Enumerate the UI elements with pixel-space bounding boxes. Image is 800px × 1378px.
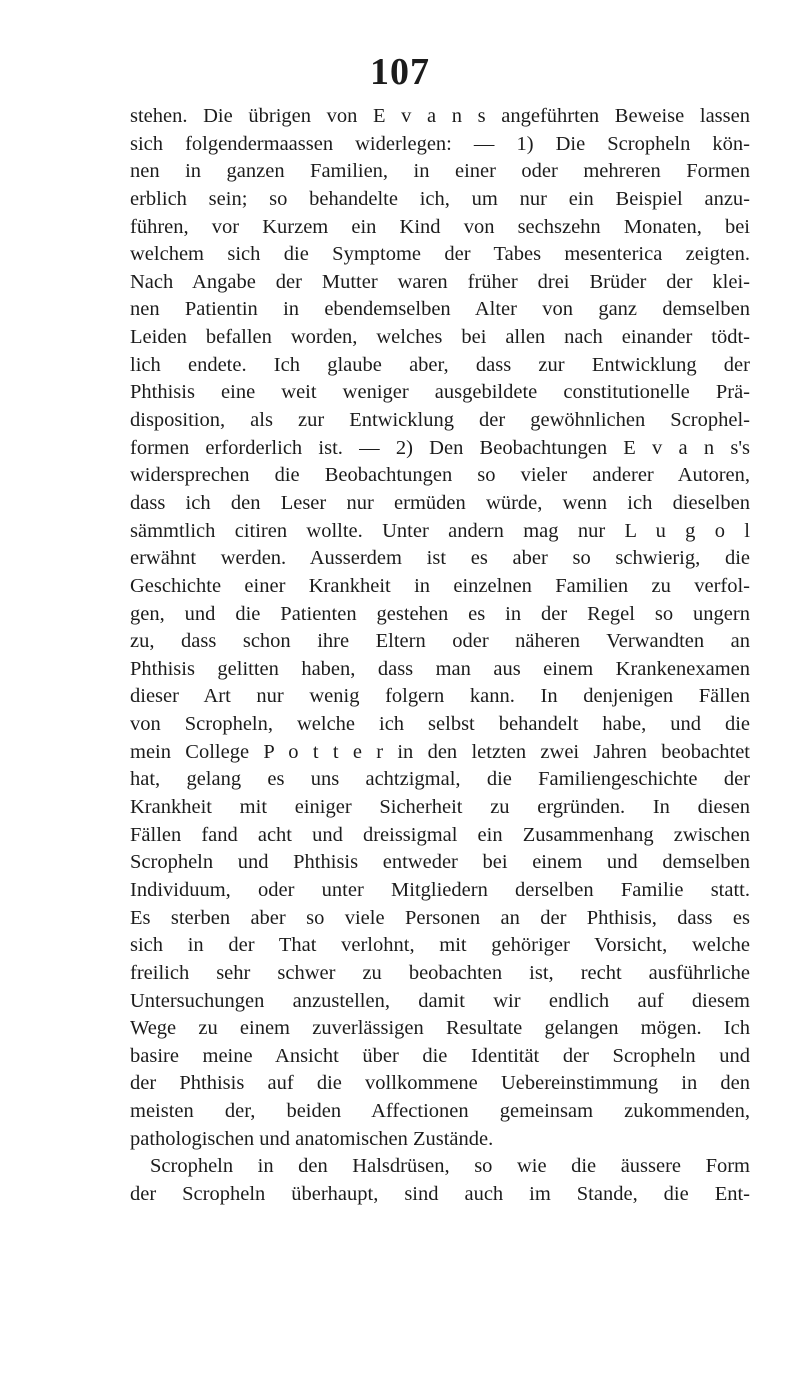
- text-line: Wege zu einem zuverlässigen Resultate gelangen mögen. Ich: [130, 1017, 750, 1040]
- text-line: disposition, als zur Entwicklung der gewöhnlichen Scrophel-: [130, 409, 750, 432]
- text-line: Individuum, oder unter Mitgliedern derselben Familie statt.: [130, 878, 750, 901]
- text-line: sich folgendermaassen widerlegen: — 1) Die Scropheln kön-: [130, 132, 750, 155]
- text-line: Geschichte einer Krankheit in einzelnen Familien zu verfol-: [130, 574, 750, 597]
- text-line: Scropheln in den Halsdrüsen, so wie die äussere Form: [150, 1155, 750, 1178]
- text-line: Phthisis gelitten haben, dass man aus einem Krankenexamen: [130, 657, 750, 680]
- text-line: meisten der, beiden Affectionen gemeinsam zukommenden,: [130, 1100, 750, 1123]
- text-line: Krankheit mit einiger Sicherheit zu ergründen. In diesen: [130, 796, 750, 819]
- text-line: der Phthisis auf die vollkommene Uebereinstimmung in den: [130, 1072, 750, 1095]
- text-line: nen Patientin in ebendemselben Alter von ganz demselben: [130, 298, 750, 321]
- text-line: Phthisis eine weit weniger ausgebildete constitutionelle Prä-: [130, 381, 750, 404]
- text-line: freilich sehr schwer zu beobachten ist, recht ausführliche: [130, 961, 750, 984]
- text-line: basire meine Ansicht über die Identität der Scropheln und: [130, 1044, 750, 1067]
- text-line: Leiden befallen worden, welches bei allen nach einander tödt-: [130, 326, 750, 349]
- text-line: Untersuchungen anzustellen, damit wir endlich auf diesem: [130, 989, 750, 1012]
- text-line: formen erforderlich ist. — 2) Den Beobachtungen E v a n s's: [130, 436, 750, 459]
- text-line: lich endete. Ich glaube aber, dass zur Entwicklung der: [130, 353, 750, 376]
- text-line: stehen. Die übrigen von E v a n s angeführten Beweise lassen: [130, 105, 750, 127]
- text-line: der Scropheln überhaupt, sind auch im Stande, die Ent-: [130, 1182, 750, 1205]
- text-line: mein College P o t t e r in den letzten zwei Jahren beobachtet: [130, 740, 750, 763]
- text-line: Fällen fand acht und dreissigmal ein Zusammenhang zwischen: [130, 823, 750, 846]
- text-line: von Scropheln, welche ich selbst behandelt habe, und die: [130, 713, 750, 736]
- text-line: dieser Art nur wenig folgern kann. In denjenigen Fällen: [130, 685, 750, 708]
- body-text: [130, 103, 750, 1209]
- text-line: Scropheln und Phthisis entweder bei einem und demselben: [130, 851, 750, 874]
- text-line: Es sterben aber so viele Personen an der Phthisis, dass es: [130, 906, 750, 929]
- text-line: gen, und die Patienten gestehen es in der Regel so ungern: [130, 602, 750, 625]
- text-line: hat, gelang es uns achtzigmal, die Familiengeschichte der: [130, 768, 750, 791]
- page-number: 107: [370, 51, 430, 93]
- text-line: nen in ganzen Familien, in einer oder mehreren Formen: [130, 160, 750, 183]
- text-line: welchem sich die Symptome der Tabes mesenterica zeigten.: [130, 243, 750, 266]
- text-line: pathologischen und anatomischen Zustände.: [130, 1127, 494, 1150]
- text-line: führen, vor Kurzem ein Kind von sechszehn Monaten, bei: [130, 215, 750, 238]
- text-line: erwähnt werden. Ausserdem ist es aber so schwierig, die: [130, 547, 750, 570]
- text-line: erblich sein; so behandelte ich, um nur ein Beispiel anzu-: [130, 187, 750, 210]
- text-line: Nach Angabe der Mutter waren früher drei Brüder der klei-: [130, 270, 750, 293]
- text-line: sämmtlich citiren wollte. Unter andern mag nur L u g o l: [130, 519, 750, 542]
- text-line: widersprechen die Beobachtungen so vieler anderer Autoren,: [130, 464, 750, 487]
- text-line: zu, dass schon ihre Eltern oder näheren Verwandten an: [130, 630, 750, 653]
- text-line: dass ich den Leser nur ermüden würde, wenn ich dieselben: [130, 491, 750, 514]
- text-line: sich in der That verlohnt, mit gehöriger Vorsicht, welche: [130, 934, 750, 957]
